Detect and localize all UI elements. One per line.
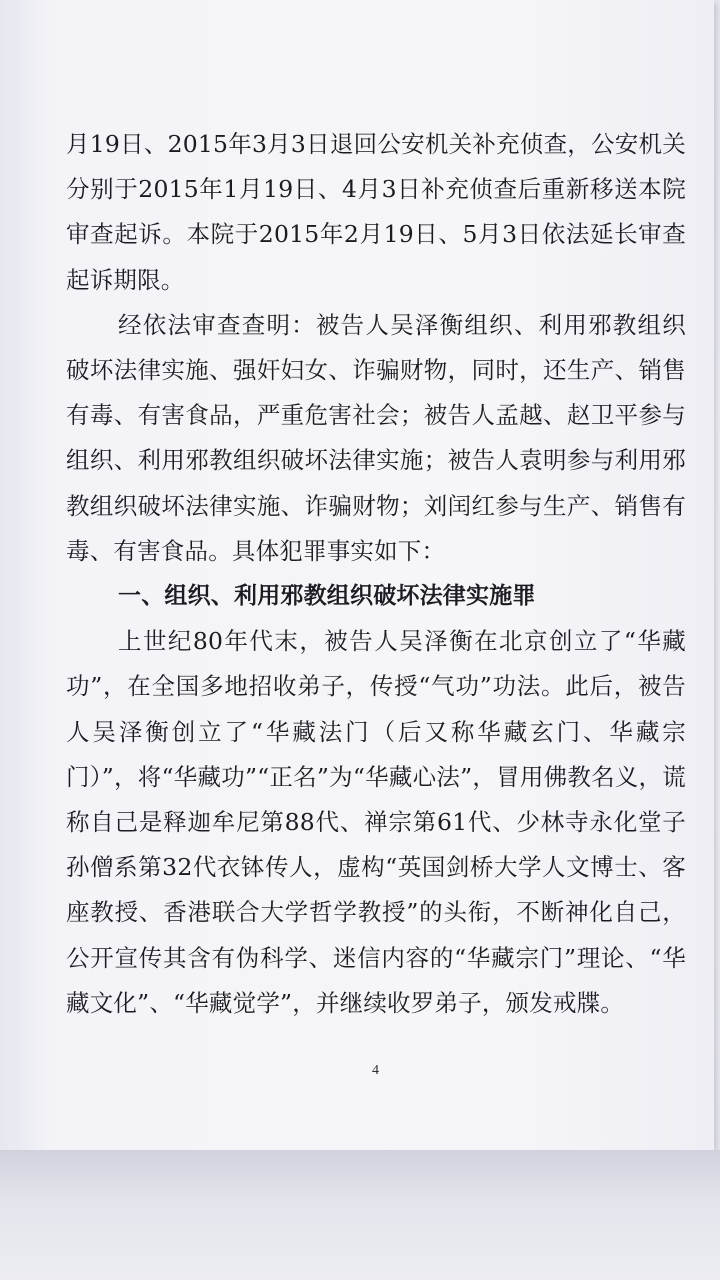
document-body	[66, 122, 686, 1026]
paragraph-facts: 上世纪80年代末，被告人吴泽衡在北京创立了“华藏功”，在全国多地招收弟子，传授“气功”功法。此后，被告人吴泽衡创立了“华藏法门（后又称华藏玄门、华藏宗门）”，将“华藏功”“正名”为“华藏心法”，冒用佛教名义，谎称自己是释迦牟尼第88代、禅宗第61代、少林寺永化堂子孙僧系第32代衣钵传人，虚构“英国剑桥大学人文博士、客座教授、香港联合大学哲学教授”的头衔，不断神化自己，公开宣传其含有伪科学、迷信内容的“华藏宗门”理论、“华藏文化”、“华藏觉学”，并继续收罗弟子，颁发戒牒。	[66, 627, 686, 1017]
paragraph-continuation: 月19日、2015年3月3日退回公安机关补充侦查，公安机关分别于2015年1月19日、4月3日补充侦查后重新移送本院审查起诉。本院于2015年2月19日、5月3日依法延长审查起诉期限。	[66, 130, 686, 294]
section-heading: 一、组织、利用邪教组织破坏法律实施罪	[118, 583, 536, 610]
background-surface	[0, 1150, 720, 1280]
paragraph-findings: 经依法审查查明：被告人吴泽衡组织、利用邪教组织破坏法律实施、强奸妇女、诈骗财物，同时，还生产、销售有毒、有害食品，严重危害社会；被告人孟越、赵卫平参与组织、利用邪教组织破坏法律实施；被告人袁明参与利用邪教组织破坏法律实施、诈骗财物；刘闰红参与生产、销售有毒、有害食品。具体犯罪事实如下：	[66, 310, 686, 565]
page-number: 4	[372, 1063, 379, 1078]
